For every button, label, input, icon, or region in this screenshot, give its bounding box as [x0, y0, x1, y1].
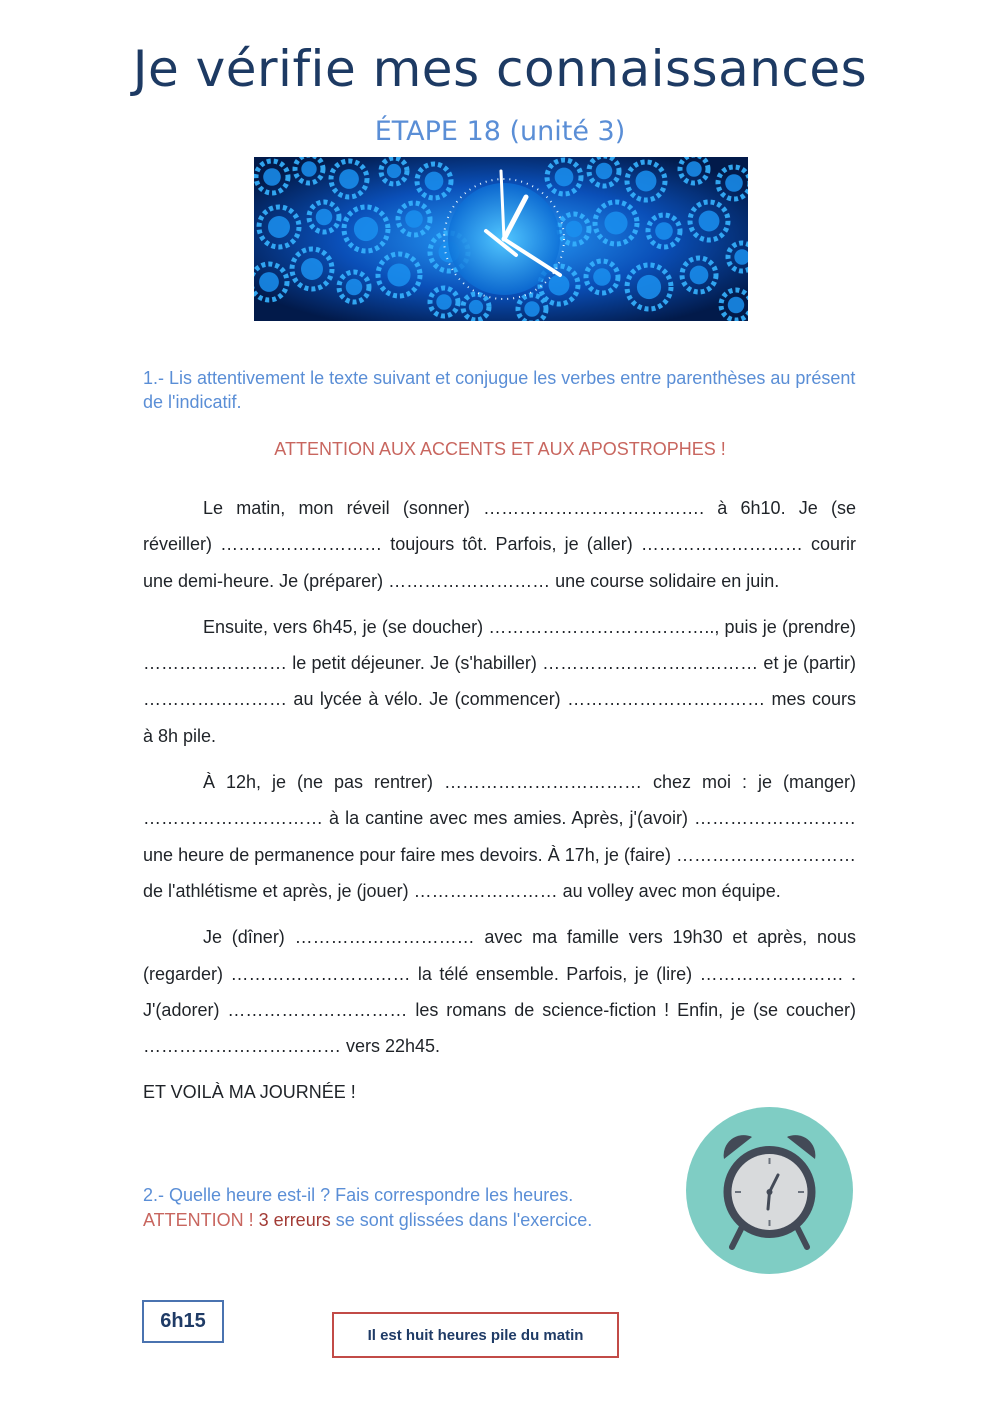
- paragraph-departure: Ensuite, vers 6h45, je (se doucher) ……………………………….., puis je (prendre) …………………… le petit déjeuner. Je (s'habiller) ……………………………… et je (partir) …………………… au lycée à vélo. Je (commencer) …………………………… mes cours à 8h pile.: [143, 616, 856, 746]
- exercise2-instruction: 2.- Quelle heure est-il ? Fais correspondre les heures.: [143, 1185, 574, 1205]
- closing-line: ET VOILÀ MA JOURNÉE !: [143, 1082, 356, 1103]
- page-subtitle: ÉTAPE 18 (unité 3): [374, 116, 626, 147]
- page-title: Je vérifie mes connaissances: [132, 40, 868, 98]
- time-answer-box[interactable]: 6h15: [142, 1300, 224, 1343]
- exercise1-instruction: 1.- Lis attentivement le texte suivant et conjugue les verbes entre parenthèses au présent de l'indicatif.: [143, 368, 856, 412]
- paragraph-evening: Je (dîner) ………………………… avec ma famille vers 19h30 et après, nous (regarder) ………………………… la télé ensemble. Parfois, je (lire) …………………… . J'(adorer) ………………………… les romans de science-fiction ! Enfin, je (se coucher) …………………………… vers 22h45.: [143, 927, 856, 1057]
- warning-prefix: ATTENTION !: [143, 1210, 259, 1230]
- exercise2-warning: [143, 1208, 703, 1233]
- gears-clock-banner: [254, 157, 748, 321]
- alarm-clock-icon: [686, 1107, 853, 1274]
- paragraph-morning: Le matin, mon réveil (sonner) ………………………………. à 6h10. Je (se réveiller) ……………………… toujours tôt. Parfois, je (aller) ……………………… courir une demi-heure. Je (préparer) ……………………… une course solidaire en juin.: [143, 498, 856, 591]
- warning-suffix: se sont glissées dans l'exercice.: [330, 1210, 593, 1230]
- warning-errors: 3 erreurs: [258, 1210, 331, 1230]
- exercise1-text: [143, 490, 856, 1121]
- exercise1-attention: ATTENTION AUX ACCENTS ET AUX APOSTROPHES !: [274, 439, 726, 459]
- paragraph-afternoon: À 12h, je (ne pas rentrer) …………………………… chez moi : je (manger) ………………………… à la cantine avec mes amies. Après, j'(avoir) ……………………… une heure de permanence pour faire mes devoirs. À 17h, je (faire) ………………………… de l'athlétisme et après, je (jouer) …………………… au volley avec mon équipe.: [143, 772, 856, 901]
- exercise2-instruction-block: [143, 1183, 703, 1233]
- sentence-answer-box[interactable]: Il est huit heures pile du matin: [332, 1312, 619, 1358]
